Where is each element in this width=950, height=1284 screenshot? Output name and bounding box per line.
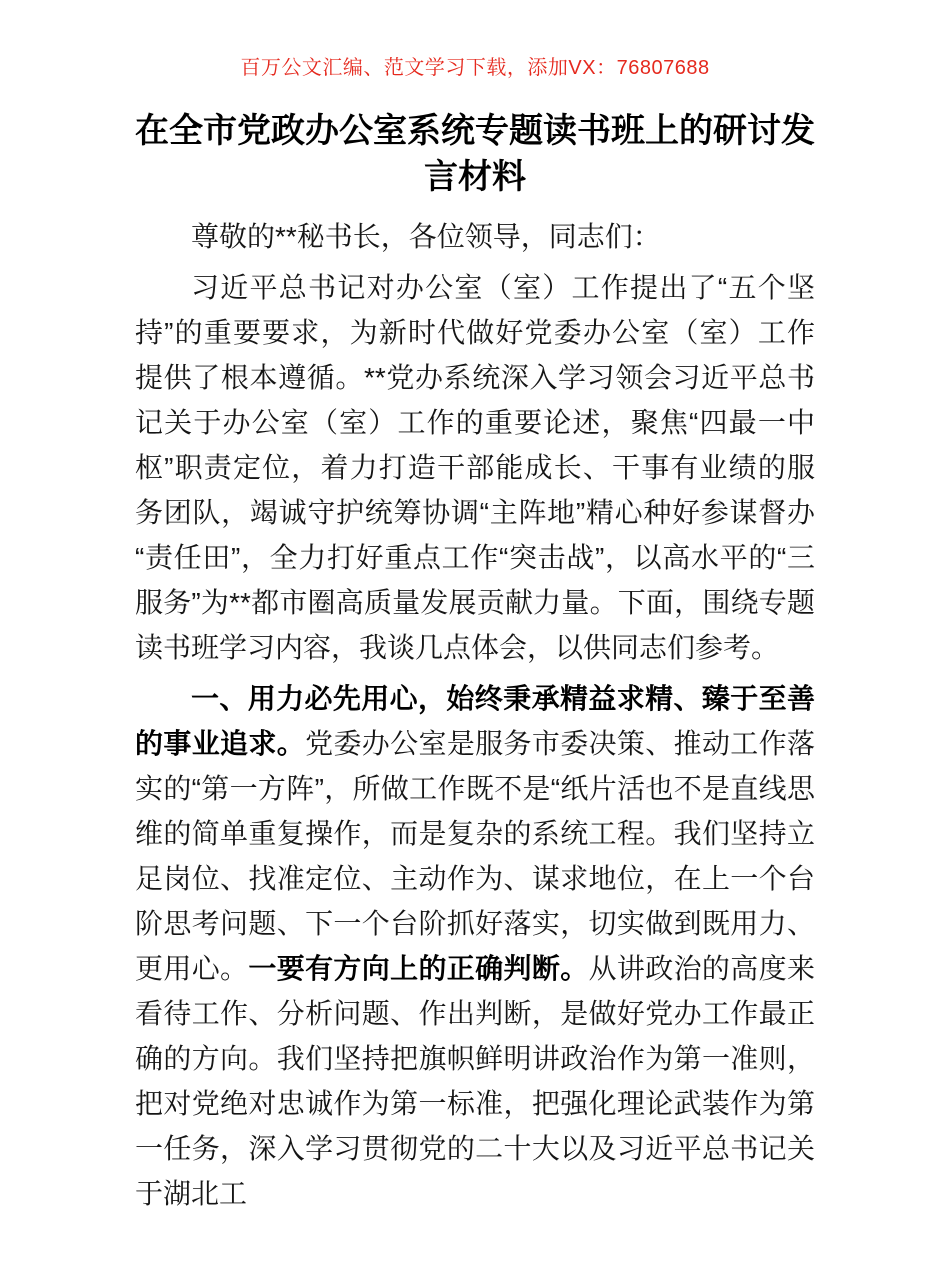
- paragraph-heading-run: 一、用力必先用心，始终秉承精益求精、臻于至善的事业追求。: [135, 683, 815, 759]
- document-title: 在全市党政办公室系统专题读书班上的研讨发言材料: [135, 112, 815, 196]
- paragraph: [135, 214, 815, 259]
- paragraph-text-run: 党委办公室是服务市委决策、推动工作落实的“第一方阵”，所做工作既不是“纸片活也不是直线思维的简单重复操作，而是复杂的系统工程。我们坚持立足岗位、找准定位、主动作为、谋求地位，在上一个台阶思考问题、下一个台阶抓好落实，切实做到既用力、更用心。: [135, 728, 815, 984]
- watermark-notice: 百万公文汇编、范文学习下载，添加VX：76807688: [240, 57, 710, 79]
- paragraph-text-run: 从讲政治的高度来看待工作、分析问题、作出判断，是做好党办工作最正确的方向。我们坚持把旗帜鲜明讲政治作为第一准则，把对党绝对忠诚作为第一标准，把强化理论武装作为第一任务，深入学习贯彻党的二十大以及习近平总书记关于湖北工: [135, 953, 815, 1209]
- paragraph-text-run: 习近平总书记对办公室（室）工作提出了“五个坚持”的重要要求，为新时代做好党委办公室（室）工作提供了根本遵循。**党办系统深入学习领会习近平总书记关于办公室（室）工作的重要论述，聚焦“四最一中枢”职责定位，着力打造干部能成长、干事有业绩的服务团队，竭诚守护统筹协调“主阵地”精心种好参谋督办“责任田”，全力打好重点工作“突击战”，以高水平的“三服务”为**都市圈高质量发展贡献力量。下面，围绕专题读书班学习内容，我谈几点体会，以供同志们参考。: [135, 272, 815, 663]
- paragraph: [135, 265, 815, 670]
- paragraph: [135, 676, 815, 1216]
- paragraph-heading-run: 一要有方向上的正确判断。: [248, 953, 589, 984]
- document-page: [135, 54, 815, 1216]
- paragraph-text-run: 尊敬的**秘书长，各位领导，同志们：: [191, 221, 661, 252]
- document-body: [135, 214, 815, 1216]
